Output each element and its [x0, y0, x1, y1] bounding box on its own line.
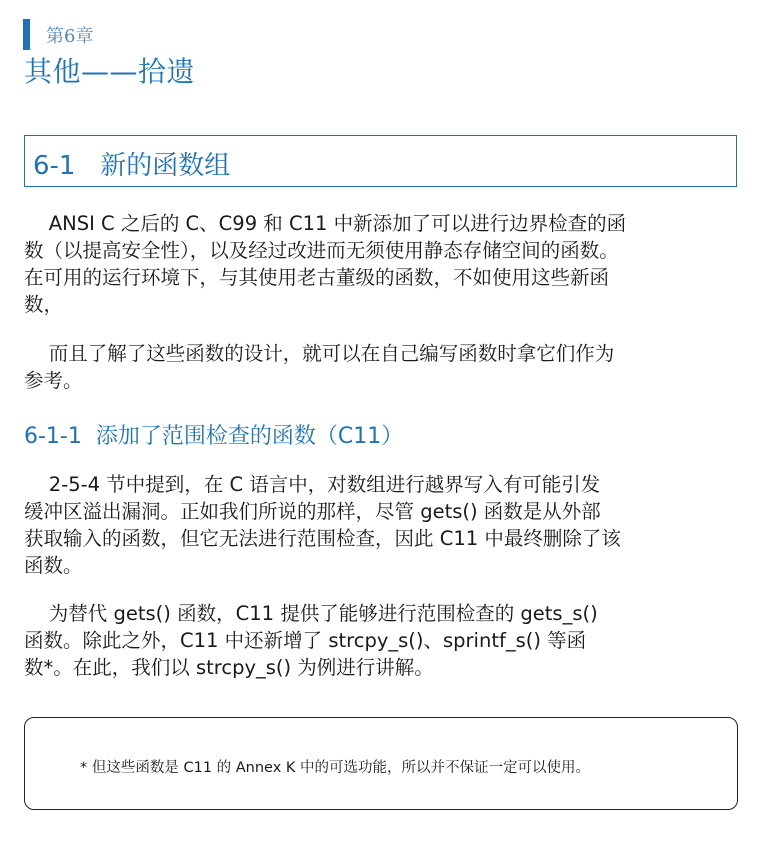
paragraph-line: 数*。在此，我们以 strcpy_s() 为例进行讲解。	[24, 656, 434, 679]
chapter-title: 其他——拾遗	[24, 55, 196, 88]
paragraph-line: 为替代 gets() 函数，C11 提供了能够进行范围检查的 gets_s()	[24, 602, 598, 625]
paragraph-reference	[24, 340, 739, 394]
paragraph-line: ANSI C 之后的 C、C99 和 C11 中新添加了可以进行边界检查的函	[24, 212, 627, 235]
footnote-text: * 但这些函数是 C11 的 Annex K 中的可选功能，所以并不保证一定可以使用。	[80, 760, 591, 776]
paragraph-gets-removal	[24, 471, 739, 579]
paragraph-line: 数，	[24, 293, 64, 316]
section-title: 6-1 新的函数组	[33, 151, 231, 181]
section-heading-box	[24, 135, 737, 187]
paragraph-line: 2-5-4 节中提到，在 C 语言中，对数组进行越界写入有可能引发	[24, 473, 601, 496]
paragraph-line: 在可用的运行环境下，与其使用老古董级的函数，不如使用这些新函	[24, 266, 610, 289]
paragraph-line: 而且了解了这些函数的设计，就可以在自己编写函数时拿它们作为	[24, 342, 615, 365]
subsection-title: 6-1-1 添加了范围检查的函数（C11）	[24, 424, 404, 449]
chapter-accent-bar	[23, 19, 30, 50]
paragraph-line: 参考。	[24, 369, 83, 392]
paragraph-line: 数（以提高安全性），以及经过改进而无须使用静态存储空间的函数。	[24, 239, 619, 262]
footnote-box	[24, 717, 738, 810]
paragraph-line: 获取输入的函数，但它无法进行范围检查，因此 C11 中最终删除了该	[24, 527, 621, 550]
paragraph-line: 函数。	[24, 554, 83, 577]
paragraph-gets-s	[24, 600, 739, 681]
paragraph-line: 函数。除此之外，C11 中还新增了 strcpy_s()、sprintf_s() 等函	[24, 629, 587, 652]
chapter-label: 第6章	[46, 26, 94, 47]
paragraph-line: 缓冲区溢出漏洞。正如我们所说的那样，尽管 gets() 函数是从外部	[24, 500, 601, 523]
paragraph-intro	[24, 210, 739, 318]
